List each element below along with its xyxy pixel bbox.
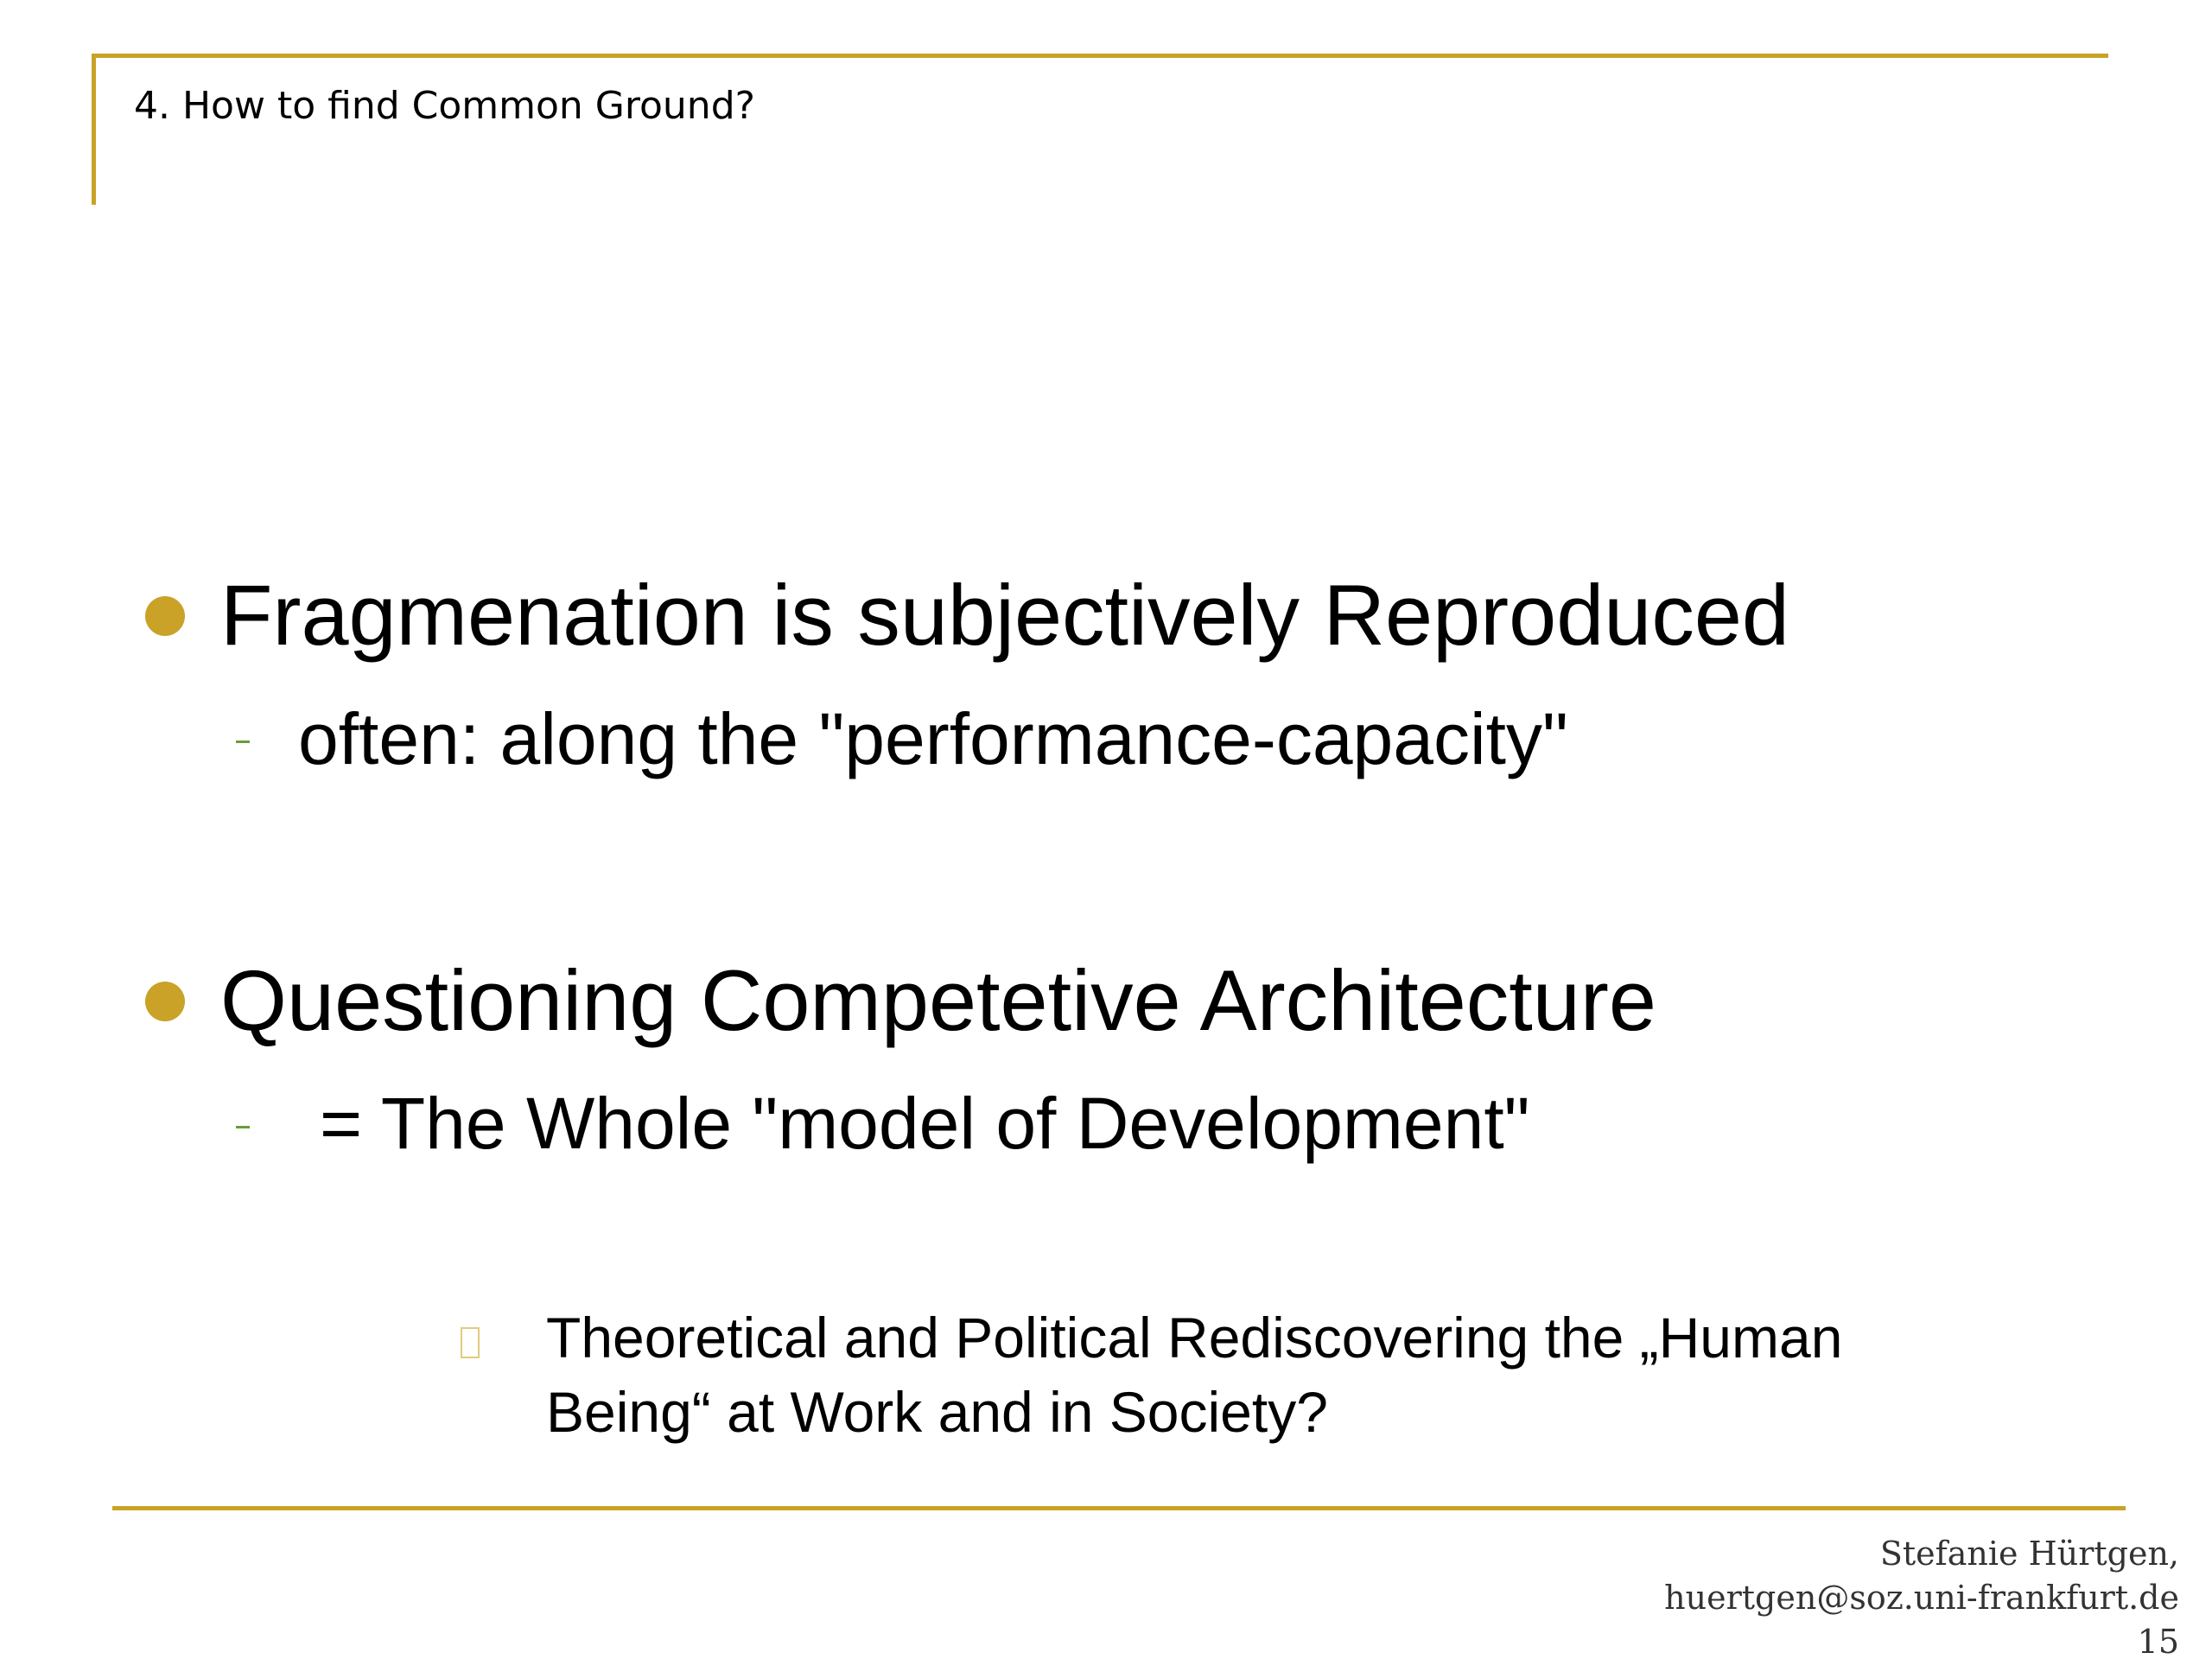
third-level-line-1: Theoretical and Political Rediscovering the „Human [546, 1306, 1843, 1370]
bullet-2-text: Questioning Competetive Architecture [220, 952, 1656, 1048]
third-level-text [546, 1300, 2101, 1449]
slide-title: 4. How to find Common Ground? [134, 84, 755, 128]
frame-bottom-rule [112, 1506, 2126, 1510]
bullet-dot-icon [145, 596, 185, 636]
bullet-1-text: Fragmenation is subjectively Reproduced [220, 567, 1789, 663]
bullet-2-sub-text: = The Whole "model of Development" [320, 1083, 1530, 1164]
footer [1664, 1532, 2179, 1659]
frame-left-rule [92, 54, 96, 205]
frame-top-rule [92, 54, 2108, 58]
third-level-line-2: Being“ at Work and in Society? [546, 1380, 1328, 1444]
dash-icon [236, 1126, 250, 1128]
bullet-dot-icon [145, 982, 185, 1021]
footer-email: huertgen@soz.uni-frankfurt.de [1664, 1579, 2179, 1617]
dash-icon [236, 741, 250, 743]
box-bullet-icon [461, 1327, 480, 1358]
page-number: 15 [2137, 1623, 2179, 1659]
footer-author: Stefanie Hürtgen, [1879, 1535, 2179, 1573]
bullet-1-sub-text: often: along the "performance-capacity" [298, 698, 1568, 779]
